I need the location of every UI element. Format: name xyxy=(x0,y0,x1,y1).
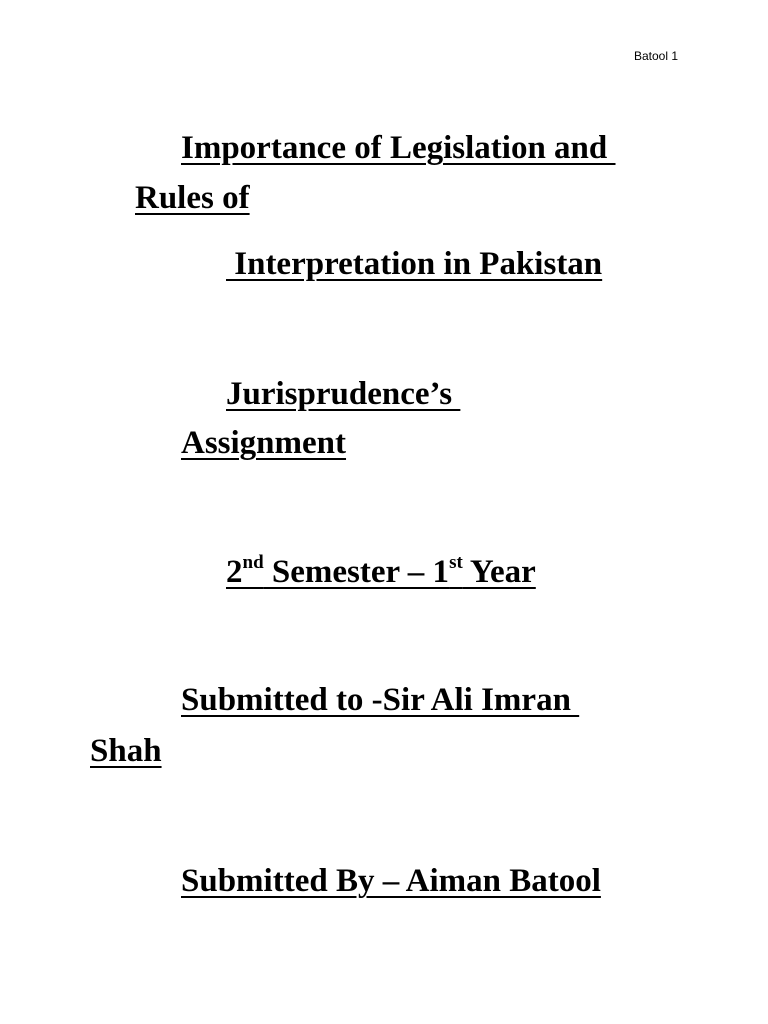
submitted-to-line-1: Submitted to -Sir Ali Imran xyxy=(181,682,580,718)
semester-middle: Semester – 1 xyxy=(263,554,450,590)
year-suffix: st xyxy=(449,552,463,573)
title-line-1: Importance of Legislation and xyxy=(181,130,616,166)
semester-number-suffix: nd xyxy=(242,552,264,573)
subject-line-1: Jurisprudence’s xyxy=(226,376,461,412)
semester-end: Year xyxy=(462,554,536,590)
semester-line xyxy=(226,552,536,592)
title-line-2: Rules of xyxy=(135,180,250,216)
submitted-to-line-2: Shah xyxy=(90,733,162,769)
semester-number: 2 xyxy=(226,554,243,590)
title-line-3: Interpretation in Pakistan xyxy=(226,246,603,282)
running-head: Batool 1 xyxy=(633,49,678,63)
submitted-by-line: Submitted By – Aiman Batool xyxy=(181,863,601,899)
subject-line-2: Assignment xyxy=(181,425,347,461)
